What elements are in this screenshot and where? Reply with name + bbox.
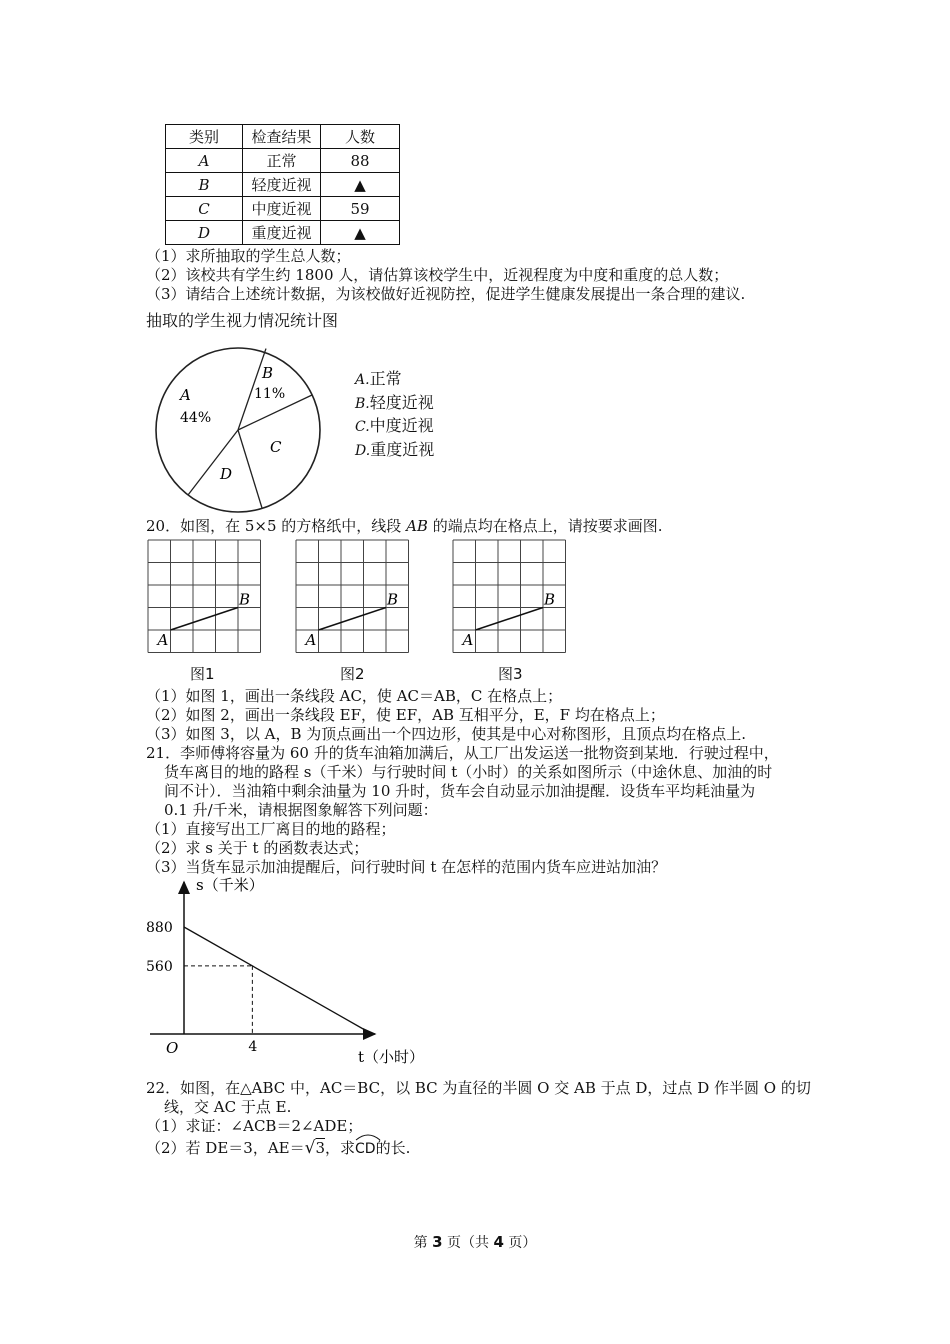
table-cell: ▲: [321, 173, 400, 197]
pie-label-b: B: [262, 364, 274, 382]
pie-pct-a: 44%: [180, 410, 212, 426]
distance-line: [184, 927, 372, 1034]
segment-ab: [319, 608, 387, 631]
grid-figures: [140, 535, 580, 660]
table-cell: 轻度近视: [243, 173, 321, 197]
page-footer: 第 3 页（共 4 页）: [413, 1233, 537, 1251]
table-cell: ▲: [321, 221, 400, 245]
legend-item: C.中度近视: [355, 416, 434, 435]
grid-caption-1: 图1: [190, 665, 215, 683]
x-axis-label: t（小时）: [358, 1048, 425, 1066]
q21-sub3: （3）当货车显示加油提醒后，问行驶时间 t 在怎样的范围内货车应进站加油？: [146, 858, 667, 876]
grid-caption-2: 图2: [340, 665, 365, 683]
q19-sub1: （1）求所抽取的学生总人数；: [146, 247, 351, 265]
grid-caption-3: 图3: [498, 665, 523, 683]
point-a-label: A: [462, 631, 474, 649]
grid-figure-1: [148, 540, 261, 653]
q20-sub2: （2）如图 2，画出一条线段 EF，使 EF，AB 互相平分，E，F 均在格点上；: [146, 706, 665, 724]
sqrt-value: 3: [315, 1139, 326, 1157]
table-cell: 正常: [243, 149, 321, 173]
legend-item: B.轻度近视: [355, 392, 434, 412]
q22-sub1: （1）求证：∠ACB＝2∠ADE；: [146, 1117, 363, 1135]
table-header: 人数: [321, 125, 400, 149]
q20-sub3: （3）如图 3，以 A，B 为顶点画出一个四边形，使其是中心对称图形，且顶点均在格点上.: [146, 725, 747, 743]
table-cell: B: [166, 173, 243, 197]
point-b-label: B: [239, 590, 251, 609]
q20-stem: 20．如图，在 5×5 的方格纸中，线段 AB 的端点均在格点上，请按要求画图.: [146, 517, 663, 535]
segment-ab: [171, 608, 239, 631]
y-axis-label: s（千米）: [196, 876, 264, 894]
pie-label-c: C: [270, 438, 282, 456]
legend-item: D.重度近视: [355, 439, 435, 459]
table-header-row: [166, 125, 400, 149]
q21-line3: 间不计）．当油箱中剩余油量为 10 升时，货车会自动显示加油提醒．设货车平均耗油量为: [164, 782, 756, 800]
q22-line2: 线，交 AC 于点 E.: [164, 1098, 292, 1116]
pie-label-a: A: [180, 386, 191, 404]
x-tick-4: 4: [248, 1039, 258, 1055]
table-cell: A: [166, 149, 243, 173]
segment-ab: [476, 608, 544, 631]
origin-label: O: [166, 1039, 179, 1057]
table-cell: 重度近视: [243, 221, 321, 245]
table-row: [166, 197, 400, 221]
pie-divider: [188, 430, 238, 495]
table-cell: C: [166, 197, 243, 221]
grid-figure-3: [453, 540, 566, 653]
table-row: [166, 221, 400, 245]
q22-line1: 22．如图，在△ABC 中，AC＝BC，以 BC 为直径的半圆 O 交 AB 于点 D，过点 D 作半圆 O 的切: [146, 1079, 811, 1097]
pie-divider: [238, 430, 262, 508]
vision-table: [165, 124, 400, 245]
pie-pct-b: 11%: [254, 386, 286, 402]
table-header: 类别: [166, 125, 243, 149]
q21-line1: 21．李师傅将容量为 60 升的货车油箱加满后，从工厂出发运送一批物资到某地．行驶过程中，: [146, 744, 779, 762]
table-row: [166, 173, 400, 197]
pie-legend: [355, 368, 434, 462]
q20-sub1: （1）如图 1，画出一条线段 AC，使 AC＝AB，C 在格点上；: [146, 687, 563, 705]
page-number: 3: [432, 1233, 443, 1251]
page-total: 4: [493, 1233, 504, 1251]
point-b-label: B: [387, 590, 399, 609]
table-cell: D: [166, 221, 243, 245]
table-header: 检查结果: [243, 125, 321, 149]
pie-title: 抽取的学生视力情况统计图: [146, 311, 339, 330]
arc-cd: CD: [355, 1139, 376, 1158]
point-b-label: B: [544, 590, 556, 609]
pie-label-d: D: [220, 465, 233, 483]
y-tick-880: 880: [146, 920, 173, 936]
table-cell: 88: [321, 149, 400, 173]
q21-line2: 货车离目的地的路程 s（千米）与行驶时间 t（小时）的关系如图所示（中途休息、加油的时: [164, 763, 773, 781]
table-cell: 59: [321, 197, 400, 221]
q19-sub2: （2）该校共有学生约 1800 人，请估算该校学生中，近视程度为中度和重度的总人数；: [146, 266, 729, 284]
table-row: [166, 149, 400, 173]
q21-line4: 0.1 升/千米，请根据图象解答下列问题：: [164, 801, 438, 819]
q21-sub1: （1）直接写出工厂离目的地的路程；: [146, 820, 396, 838]
point-a-label: A: [305, 631, 317, 649]
grid-figure-2: [296, 540, 409, 653]
legend-item: A.正常: [355, 369, 402, 388]
q19-sub3: （3）请结合上述统计数据，为该校做好近视防控，促进学生健康发展提出一条合理的建议.: [146, 285, 746, 303]
q21-sub2: （2）求 s 关于 t 的函数表达式；: [146, 839, 369, 857]
table-cell: 中度近视: [243, 197, 321, 221]
y-tick-560: 560: [146, 958, 173, 975]
q22-sub2: （2）若 DE＝3，AE＝√3，求 CD的长.: [146, 1139, 410, 1158]
point-a-label: A: [157, 631, 169, 649]
distance-time-graph: [140, 872, 470, 1072]
